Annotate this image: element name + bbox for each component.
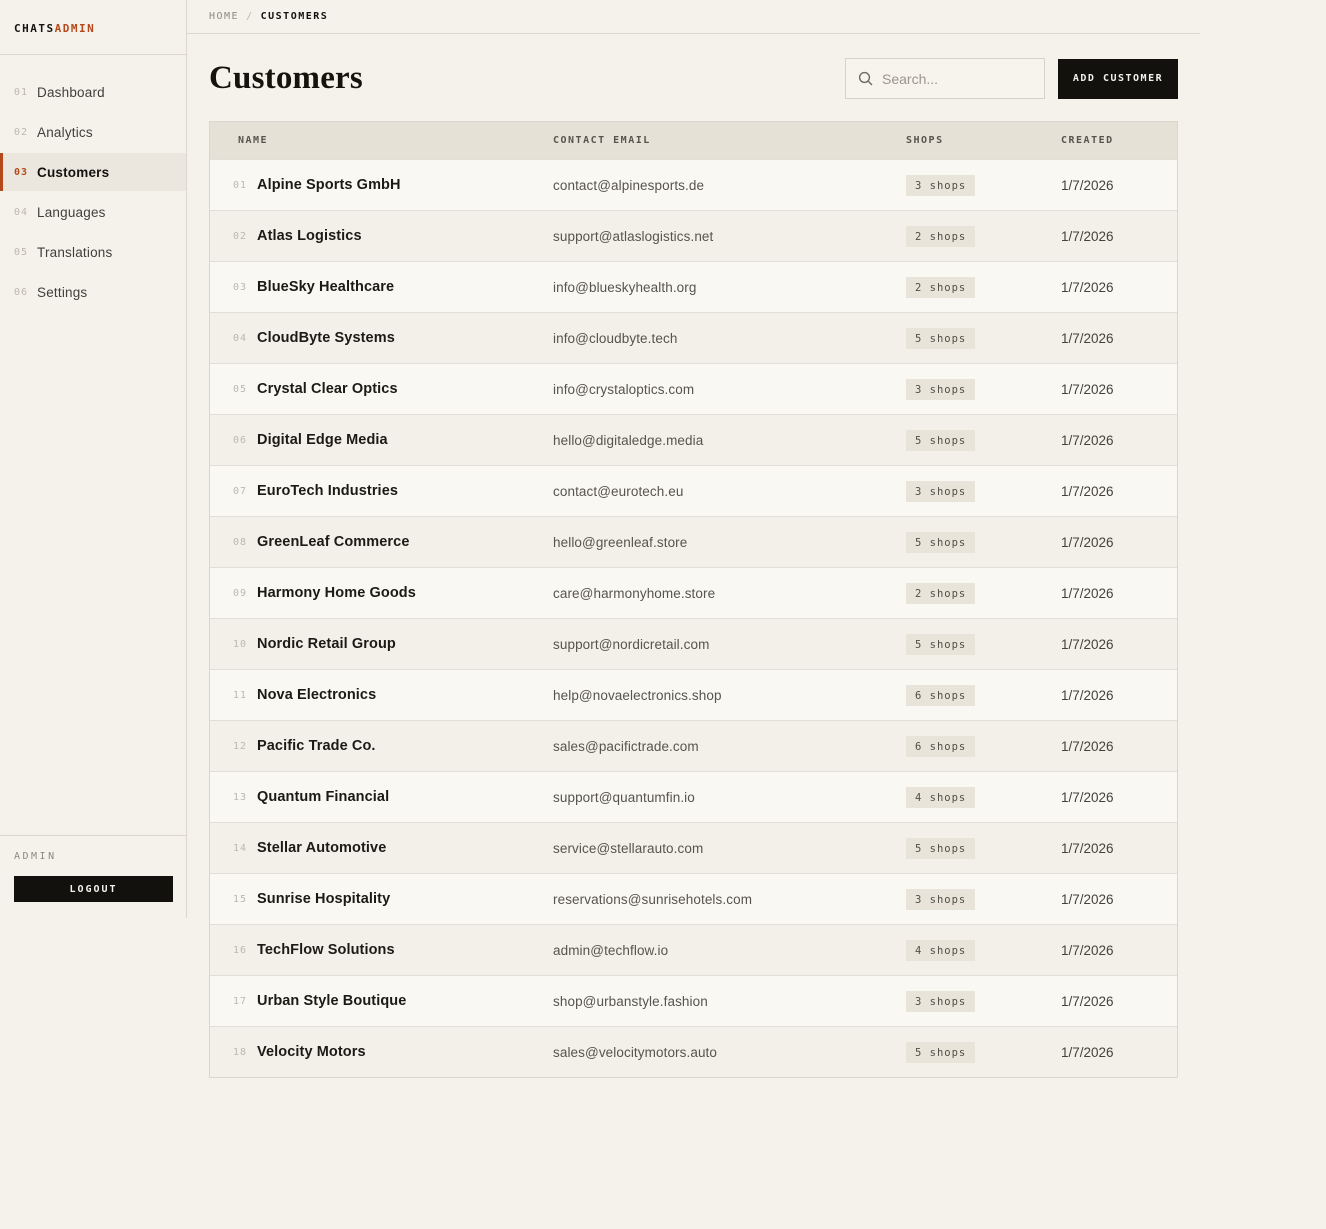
customer-name: Digital Edge Media xyxy=(257,432,388,448)
shops-badge: 4 shops xyxy=(906,940,975,961)
created-date: 1/7/2026 xyxy=(1061,177,1114,193)
shops-badge: 3 shops xyxy=(906,991,975,1012)
customer-name: Pacific Trade Co. xyxy=(257,738,376,754)
sidebar-item-number: 05 xyxy=(14,246,29,258)
table-row[interactable] xyxy=(210,822,1177,873)
customer-name: Alpine Sports GmbH xyxy=(257,177,401,193)
sidebar-item-number: 02 xyxy=(14,126,29,138)
sidebar-item-number: 04 xyxy=(14,206,29,218)
breadcrumb-separator: / xyxy=(246,11,254,22)
table-row[interactable] xyxy=(210,159,1177,210)
table-row[interactable] xyxy=(210,414,1177,465)
sidebar-item-number: 06 xyxy=(14,286,29,298)
sidebar-item-languages[interactable] xyxy=(0,193,186,231)
sidebar-item-label: Settings xyxy=(37,284,88,300)
table-row[interactable] xyxy=(210,771,1177,822)
table-row[interactable] xyxy=(210,363,1177,414)
column-header-email: CONTACT EMAIL xyxy=(553,135,651,146)
main-area xyxy=(187,0,1200,1229)
customer-name: EuroTech Industries xyxy=(257,483,399,499)
customer-email: info@blueskyhealth.org xyxy=(553,279,697,295)
customer-email: info@cloudbyte.tech xyxy=(553,330,678,346)
created-date: 1/7/2026 xyxy=(1061,687,1114,703)
shops-badge: 5 shops xyxy=(906,634,975,655)
created-date: 1/7/2026 xyxy=(1061,1044,1114,1060)
row-number: 17 xyxy=(233,995,248,1007)
row-number: 04 xyxy=(233,332,248,344)
column-header-shops: SHOPS xyxy=(906,135,944,146)
sidebar-item-settings[interactable] xyxy=(0,273,186,311)
page-header xyxy=(209,58,1178,99)
created-date: 1/7/2026 xyxy=(1061,585,1114,601)
table-row[interactable] xyxy=(210,261,1177,312)
customer-name: Crystal Clear Optics xyxy=(257,381,398,397)
customer-name: Atlas Logistics xyxy=(257,228,362,244)
shops-badge: 5 shops xyxy=(906,838,975,859)
page-title: Customers xyxy=(209,60,363,96)
customer-email: service@stellarauto.com xyxy=(553,840,704,856)
shops-badge: 6 shops xyxy=(906,736,975,757)
table-row[interactable] xyxy=(210,720,1177,771)
customer-name: Velocity Motors xyxy=(257,1044,366,1060)
row-number: 18 xyxy=(233,1046,248,1058)
sidebar-item-label: Customers xyxy=(37,164,110,180)
customer-email: support@quantumfin.io xyxy=(553,789,695,805)
table-row[interactable] xyxy=(210,873,1177,924)
shops-badge: 5 shops xyxy=(906,328,975,349)
customer-email: support@atlaslogistics.net xyxy=(553,228,714,244)
sidebar-item-label: Translations xyxy=(37,244,113,260)
table-row[interactable] xyxy=(210,210,1177,261)
customer-name: Sunrise Hospitality xyxy=(257,891,391,907)
search-box[interactable] xyxy=(845,58,1045,99)
row-number: 11 xyxy=(233,689,248,701)
table-row[interactable] xyxy=(210,1026,1177,1077)
sidebar-item-label: Analytics xyxy=(37,124,93,140)
sidebar-item-customers[interactable] xyxy=(0,153,186,191)
breadcrumb-home-link[interactable]: HOME xyxy=(209,11,240,22)
header-actions xyxy=(845,58,1178,99)
created-date: 1/7/2026 xyxy=(1061,942,1114,958)
created-date: 1/7/2026 xyxy=(1061,789,1114,805)
sidebar xyxy=(0,0,187,918)
created-date: 1/7/2026 xyxy=(1061,432,1114,448)
row-number: 03 xyxy=(233,281,248,293)
sidebar-item-analytics[interactable] xyxy=(0,113,186,151)
sidebar-item-translations[interactable] xyxy=(0,233,186,271)
customer-name: Urban Style Boutique xyxy=(257,993,407,1009)
row-number: 09 xyxy=(233,587,248,599)
customer-name: Harmony Home Goods xyxy=(257,585,416,601)
table-row[interactable] xyxy=(210,669,1177,720)
customer-name: BlueSky Healthcare xyxy=(257,279,395,295)
customer-email: reservations@sunrisehotels.com xyxy=(553,891,753,907)
customer-name: Nova Electronics xyxy=(257,687,377,703)
shops-badge: 3 shops xyxy=(906,889,975,910)
search-input[interactable] xyxy=(882,71,1022,87)
customer-email: hello@greenleaf.store xyxy=(553,534,688,550)
table-row[interactable] xyxy=(210,312,1177,363)
customer-email: sales@pacifictrade.com xyxy=(553,738,699,754)
customer-email: contact@alpinesports.de xyxy=(553,177,705,193)
column-header-name: NAME xyxy=(238,135,269,146)
created-date: 1/7/2026 xyxy=(1061,381,1114,397)
search-icon xyxy=(858,71,873,86)
sidebar-footer xyxy=(0,835,186,902)
row-number: 13 xyxy=(233,791,248,803)
shops-badge: 5 shops xyxy=(906,532,975,553)
shops-badge: 2 shops xyxy=(906,277,975,298)
shops-badge: 2 shops xyxy=(906,583,975,604)
row-number: 12 xyxy=(233,740,248,752)
role-label: ADMIN xyxy=(14,851,57,862)
shops-badge: 3 shops xyxy=(906,481,975,502)
created-date: 1/7/2026 xyxy=(1061,228,1114,244)
row-number: 10 xyxy=(233,638,248,650)
shops-badge: 3 shops xyxy=(906,379,975,400)
app-logo xyxy=(0,0,186,55)
customer-email: care@harmonyhome.store xyxy=(553,585,716,601)
created-date: 1/7/2026 xyxy=(1061,840,1114,856)
add-customer-button[interactable]: ADD CUSTOMER xyxy=(1058,59,1178,99)
customer-email: contact@eurotech.eu xyxy=(553,483,684,499)
row-number: 16 xyxy=(233,944,248,956)
customer-table xyxy=(209,121,1178,1078)
sidebar-item-number: 01 xyxy=(14,86,29,98)
customer-email: admin@techflow.io xyxy=(553,942,669,958)
table-row[interactable] xyxy=(210,567,1177,618)
table-header-row xyxy=(210,122,1177,159)
customer-name: Nordic Retail Group xyxy=(257,636,396,652)
shops-badge: 6 shops xyxy=(906,685,975,706)
customer-email: sales@velocitymotors.auto xyxy=(553,1044,718,1060)
breadcrumb-current: CUSTOMERS xyxy=(260,11,329,22)
table-row[interactable] xyxy=(210,465,1177,516)
sidebar-item-label: Dashboard xyxy=(37,84,105,100)
column-header-created: CREATED xyxy=(1061,135,1114,146)
created-date: 1/7/2026 xyxy=(1061,330,1114,346)
created-date: 1/7/2026 xyxy=(1061,279,1114,295)
row-number: 01 xyxy=(233,179,248,191)
sidebar-item-number: 03 xyxy=(14,166,29,178)
created-date: 1/7/2026 xyxy=(1061,636,1114,652)
table-row[interactable] xyxy=(210,618,1177,669)
created-date: 1/7/2026 xyxy=(1061,534,1114,550)
table-row[interactable] xyxy=(210,924,1177,975)
customer-email: hello@digitaledge.media xyxy=(553,432,704,448)
row-number: 15 xyxy=(233,893,248,905)
sidebar-nav xyxy=(0,55,186,311)
customer-table-body xyxy=(210,159,1177,1077)
row-number: 02 xyxy=(233,230,248,242)
breadcrumb xyxy=(187,0,1200,34)
customer-name: TechFlow Solutions xyxy=(257,942,395,958)
customer-email: info@crystaloptics.com xyxy=(553,381,695,397)
shops-badge: 2 shops xyxy=(906,226,975,247)
created-date: 1/7/2026 xyxy=(1061,738,1114,754)
sidebar-item-label: Languages xyxy=(37,204,106,220)
brand-accent: ADMIN xyxy=(54,22,96,35)
created-date: 1/7/2026 xyxy=(1061,483,1114,499)
customer-name: Stellar Automotive xyxy=(257,840,387,856)
customer-email: support@nordicretail.com xyxy=(553,636,710,652)
customer-email: shop@urbanstyle.fashion xyxy=(553,993,708,1009)
customer-email: help@novaelectronics.shop xyxy=(553,687,722,703)
brand-primary: CHATS xyxy=(14,22,55,35)
table-row[interactable] xyxy=(210,975,1177,1026)
created-date: 1/7/2026 xyxy=(1061,891,1114,907)
shops-badge: 5 shops xyxy=(906,1042,975,1063)
row-number: 14 xyxy=(233,842,248,854)
customer-name: GreenLeaf Commerce xyxy=(257,534,410,550)
customer-name: Quantum Financial xyxy=(257,789,390,805)
logout-button[interactable]: LOGOUT xyxy=(14,876,173,902)
row-number: 05 xyxy=(233,383,248,395)
shops-badge: 4 shops xyxy=(906,787,975,808)
shops-badge: 5 shops xyxy=(906,430,975,451)
sidebar-item-dashboard[interactable] xyxy=(0,73,186,111)
row-number: 06 xyxy=(233,434,248,446)
customer-name: CloudByte Systems xyxy=(257,330,395,346)
row-number: 07 xyxy=(233,485,248,497)
row-number: 08 xyxy=(233,536,248,548)
table-row[interactable] xyxy=(210,516,1177,567)
content xyxy=(187,58,1200,1078)
created-date: 1/7/2026 xyxy=(1061,993,1114,1009)
shops-badge: 3 shops xyxy=(906,175,975,196)
